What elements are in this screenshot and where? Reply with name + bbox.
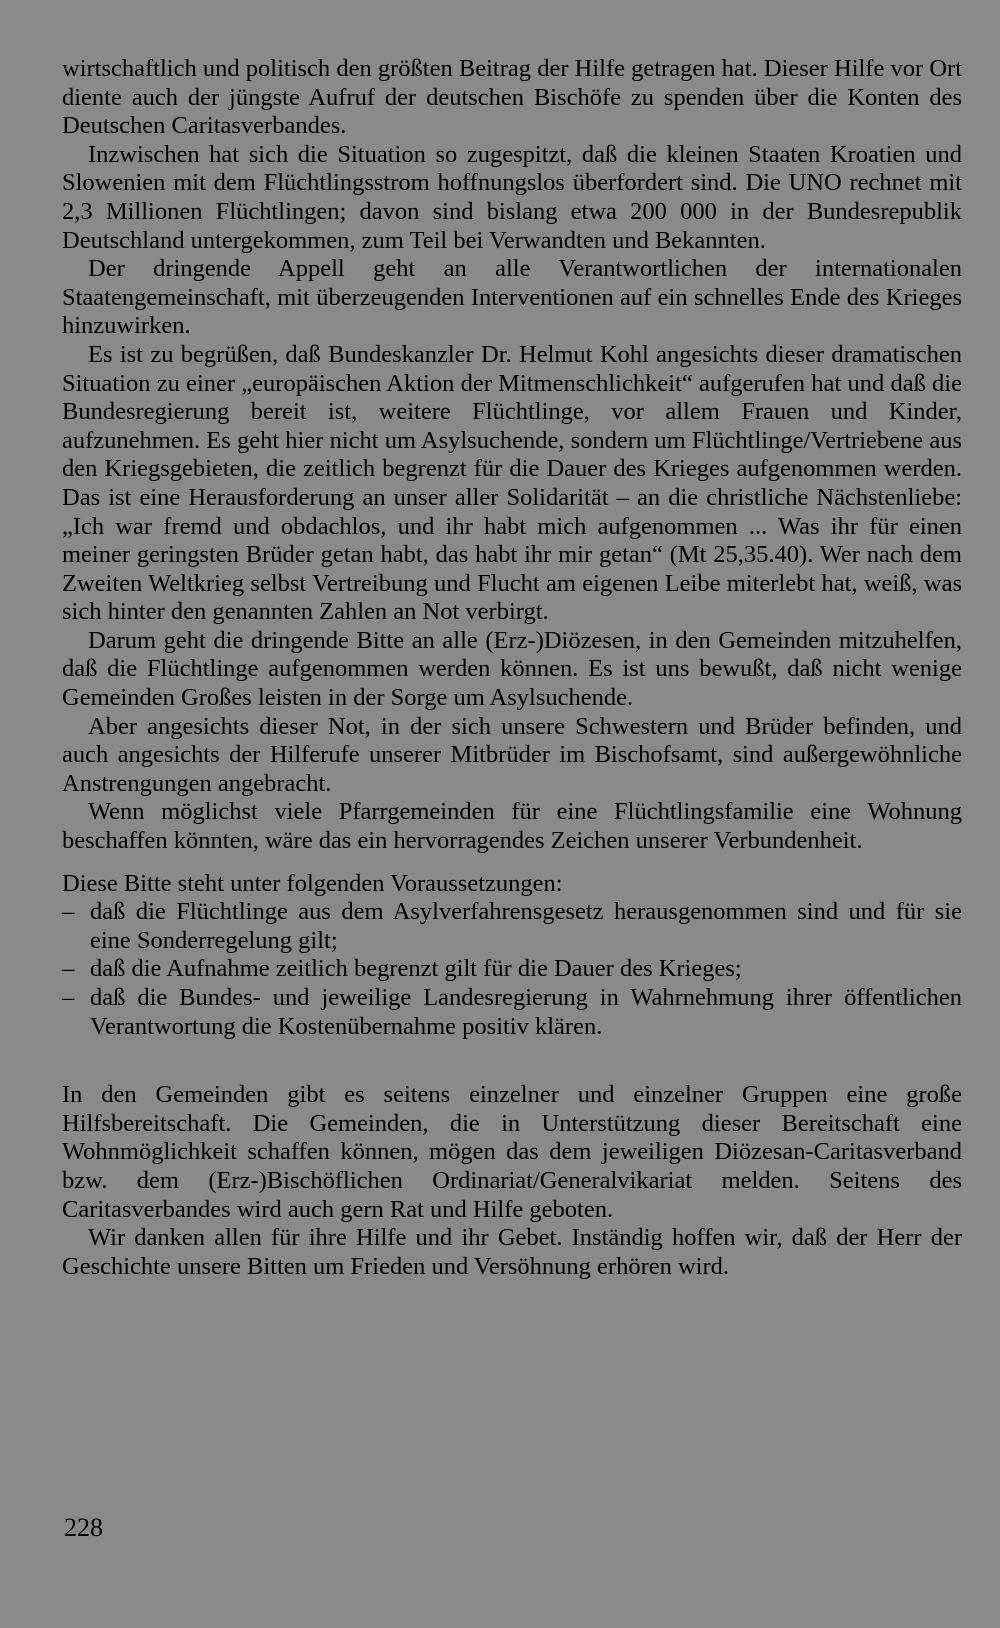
list-item [62, 984, 962, 1041]
list-dash: – [62, 984, 75, 1011]
paragraph-8: In den Gemeinden gibt es seitens einzelner und einzelner Gruppen eine große Hilfsbereitschaft. Die Gemeinden, die in Unterstützung dieser Bereitschaft eine Wohnmöglichkeit schaffen können, mögen das dem jeweiligen Diözesan-Caritasverband bzw. dem (Erz-)Bischöflichen Ordinariat/Generalvikariat melden. Seitens des Caritasverbandes wird auch gern Rat und Hilfe geboten. [62, 1081, 962, 1223]
list-item-text: daß die Aufnahme zeitlich begrenzt gilt für die Dauer des Krieges; [90, 955, 742, 983]
spacer [62, 1041, 962, 1081]
page-number: 228 [64, 1513, 103, 1542]
paragraph-4: Es ist zu begrüßen, daß Bundeskanzler Dr. Helmut Kohl angesichts dieser dramatischen Situation zu einer „europäischen Aktion der Mitmenschlichkeit“ aufgerufen hat und daß die Bundesregierung bereit ist, weitere Flüchtlinge, vor allem Frauen und Kinder, aufzunehmen. Es geht hier nicht um Asylsuchende, sondern um Flüchtlinge/Vertriebene aus den Kriegsgebieten, die zeitlich begrenzt für die Dauer des Krieges aufgenommen werden. Das ist eine Herausforderung an unser aller Solidarität – an die christliche Nächstenliebe: „Ich war fremd und obdachlos, und ihr habt mich aufgenommen ... Was ihr für einen meiner geringsten Brüder getan habt, das habt ihr mir getan“ (Mt 25,35.40). Wer nach dem Zweiten Weltkrieg selbst Vertreibung und Flucht am eigenen Leibe miterlebt hat, weiß, was sich hinter den genannten Zahlen an Not verbirgt. [62, 340, 962, 626]
paragraph-5: Darum geht die dringende Bitte an alle (Erz-)Diözesen, in den Gemeinden mitzuhelfen, daß die Flüchtlinge aufgenommen werden können. Es ist uns bewußt, daß nicht wenige Gemeinden Großes leisten in der Sorge um Asylsuchende. [62, 626, 962, 712]
spacer [62, 856, 962, 870]
page-body [62, 55, 962, 1281]
paragraph-9: Wir danken allen für ihre Hilfe und ihr Gebet. Inständig hoffen wir, daß der Herr der Geschichte unsere Bitten um Frieden und Versöhnung erhören wird. [62, 1224, 962, 1280]
list-item-text: daß die Bundes- und jeweilige Landesregierung in Wahrnehmung ihrer öffentlichen Verantwortung die Kostenübernahme positiv klären. [90, 984, 962, 1040]
list-dash: – [62, 955, 75, 983]
list-item [62, 955, 962, 984]
list-item [62, 898, 962, 955]
conditions-list [62, 898, 962, 1041]
paragraph-3: Der dringende Appell geht an alle Verantwortlichen der internationalen Staatengemeinschaft, mit überzeugenden Interventionen auf ein schnelles Ende des Krieges hinzuwirken. [62, 255, 962, 340]
paragraph-2: Inzwischen hat sich die Situation so zugespitzt, daß die kleinen Staaten Kroatien und Slowenien mit dem Flüchtlingsstrom hoffnungslos überfordert sind. Die UNO rechnet mit 2,3 Millionen Flüchtlingen; davon sind bislang etwa 200 000 in der Bundesrepublik Deutschland untergekommen, zum Teil bei Verwandten und Bekannten. [62, 140, 962, 254]
paragraph-1: wirtschaftlich und politisch den größten Beitrag der Hilfe getragen hat. Dieser Hilfe vor Ort diente auch der jüngste Aufruf der deutschen Bischöfe zu spenden über die Konten des Deutschen Caritasverbandes. [62, 55, 962, 140]
list-item-text: daß die Flüchtlinge aus dem Asylverfahrensgesetz herausgenommen sind und für sie eine Sonderregelung gilt; [90, 898, 962, 954]
paragraph-6: Aber angesichts dieser Not, in der sich unsere Schwestern und Brüder befinden, und auch angesichts der Hilferufe unserer Mitbrüder im Bischofsamt, sind außergewöhnliche Anstrengungen angebracht. [62, 712, 962, 797]
list-dash: – [62, 898, 75, 926]
conditions-intro: Diese Bitte steht unter folgenden Voraussetzungen: [62, 869, 563, 897]
paragraph-7: Wenn möglichst viele Pfarrgemeinden für eine Flüchtlingsfamilie eine Wohnung beschaffen könnten, wäre das ein hervorragendes Zeichen unserer Verbundenheit. [62, 798, 962, 855]
